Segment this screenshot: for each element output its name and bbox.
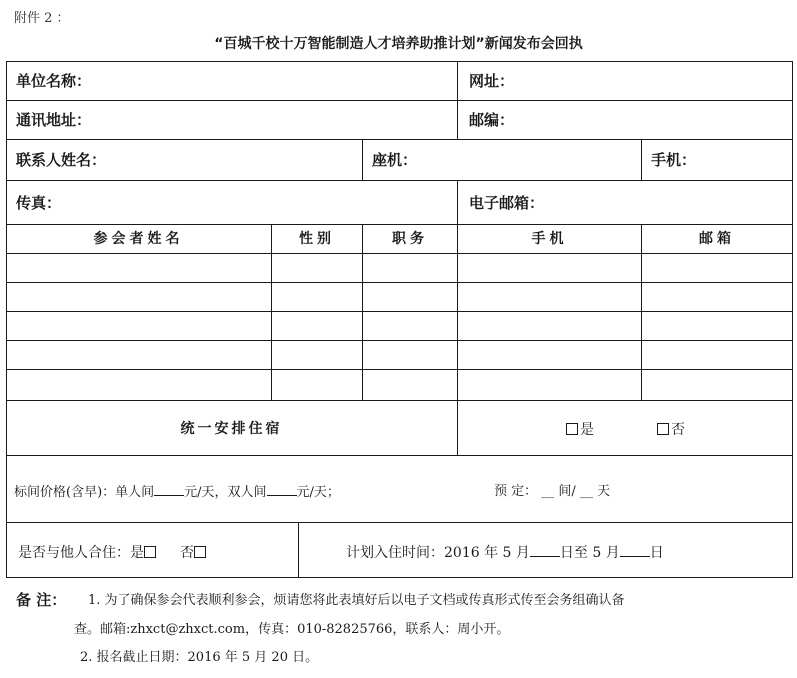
share-question: [18, 544, 208, 562]
website-field[interactable]: 网址：: [469, 72, 515, 90]
attendee-mobile-cell[interactable]: [458, 370, 641, 398]
attendee-email-cell[interactable]: [642, 254, 792, 282]
table-border-bottom: [6, 577, 793, 578]
note-1: 1. 为了确保参会代表顺利参会，烦请您将此表填好后以电子文档或传真形式传至会务组确认备: [88, 593, 625, 608]
lodging-label: 统一安排住宿: [180, 421, 283, 437]
col-header-gender: 性别: [299, 231, 335, 247]
col-header-email: 邮箱: [699, 231, 735, 247]
checkin-label: 计划入住时间：2016 年 5 月: [346, 545, 530, 561]
row-line: [6, 224, 793, 225]
attendee-title-cell[interactable]: [363, 254, 457, 282]
attendee-name-cell[interactable]: [7, 254, 271, 282]
col-line: [457, 400, 458, 456]
price-line: [14, 483, 340, 502]
booking-label: 间/: [558, 484, 576, 499]
note-1-continued: 查。邮箱:zhxct@zhxct.com，传真：010-82825766，联系人：周小开。: [74, 622, 510, 637]
attendee-name-cell[interactable]: [7, 341, 271, 369]
attendee-mobile-cell[interactable]: [458, 312, 641, 340]
landline-field[interactable]: 座机：: [372, 151, 418, 169]
checkbox-icon[interactable]: [657, 423, 669, 435]
attendee-mobile-cell[interactable]: [458, 341, 641, 369]
share-label: 是否与他人合住：是: [18, 545, 144, 561]
fax-field[interactable]: 传真：: [16, 194, 62, 212]
lodging-no-option[interactable]: [657, 421, 685, 439]
document-title: “百城千校十万智能制造人才培养助推计划”新闻发布会回执: [214, 36, 583, 52]
col-line: [641, 139, 642, 181]
price-label: 元/天，双人间: [184, 485, 267, 500]
checkin-line: [346, 544, 664, 562]
note-2: 2. 报名截止日期：2016 年 5 月 20 日。: [80, 650, 319, 665]
attendee-name-cell[interactable]: [7, 283, 271, 311]
col-line: [457, 180, 458, 225]
lodging-yes-option[interactable]: [566, 421, 594, 439]
booking-line: [494, 483, 610, 501]
attendee-title-cell[interactable]: [363, 312, 457, 340]
row-line: [6, 400, 793, 401]
attendee-name-cell[interactable]: [7, 370, 271, 398]
attendee-gender-cell[interactable]: [272, 283, 362, 311]
share-no-label: 否: [180, 545, 194, 561]
attendee-email-cell[interactable]: [642, 370, 792, 398]
end-day-blank[interactable]: [620, 544, 650, 557]
table-border-top: [6, 61, 793, 62]
lodging-no-label: 否: [671, 422, 685, 438]
row-line: [6, 455, 793, 456]
checkbox-icon[interactable]: [144, 546, 156, 558]
attendee-title-cell[interactable]: [363, 341, 457, 369]
col-line: [457, 61, 458, 140]
col-header-title: 职务: [392, 231, 428, 247]
col-line: [298, 522, 299, 578]
price-label: 元/天；: [296, 485, 340, 500]
attendee-email-cell[interactable]: [642, 283, 792, 311]
row-line: [6, 100, 793, 101]
checkin-label: 日至 5 月: [559, 545, 620, 561]
price-label: 标间价格(含早)：单人间: [14, 485, 155, 500]
notes-label: 备 注：: [16, 591, 67, 609]
email-field[interactable]: 电子邮箱：: [469, 194, 545, 212]
row-line: [6, 180, 793, 181]
checkbox-icon[interactable]: [566, 423, 578, 435]
double-price-blank[interactable]: [267, 483, 297, 496]
unit-name-field[interactable]: 单位名称：: [16, 72, 92, 90]
attachment-label: 附件 2 ：: [14, 11, 70, 26]
checkin-label: 日: [649, 545, 664, 561]
row-line: [6, 522, 793, 523]
lodging-yes-label: 是: [580, 422, 594, 438]
booking-label: 预 定：: [494, 484, 538, 499]
booking-label: 天: [597, 484, 611, 499]
attendee-mobile-cell[interactable]: [458, 254, 641, 282]
attendee-gender-cell[interactable]: [272, 370, 362, 398]
attendee-email-cell[interactable]: [642, 341, 792, 369]
attendee-gender-cell[interactable]: [272, 312, 362, 340]
single-price-blank[interactable]: [154, 483, 184, 496]
attendee-gender-cell[interactable]: [272, 254, 362, 282]
mobile-field[interactable]: 手机：: [651, 151, 697, 169]
start-day-blank[interactable]: [530, 544, 560, 557]
attendee-title-cell[interactable]: [363, 283, 457, 311]
col-header-name: 参会者姓名: [93, 231, 184, 247]
address-field[interactable]: 通讯地址：: [16, 111, 92, 129]
col-line: [362, 139, 363, 181]
days-blank[interactable]: __: [579, 484, 593, 499]
attendee-title-cell[interactable]: [363, 370, 457, 398]
row-line: [6, 139, 793, 140]
attendee-email-cell[interactable]: [642, 312, 792, 340]
attendee-gender-cell[interactable]: [272, 341, 362, 369]
attendee-name-cell[interactable]: [7, 312, 271, 340]
rooms-blank[interactable]: __: [541, 484, 555, 499]
attendee-mobile-cell[interactable]: [458, 283, 641, 311]
checkbox-icon[interactable]: [194, 546, 206, 558]
postcode-field[interactable]: 邮编：: [469, 111, 515, 129]
col-header-mobile: 手机: [531, 231, 568, 247]
contact-name-field[interactable]: 联系人姓名：: [16, 151, 107, 169]
